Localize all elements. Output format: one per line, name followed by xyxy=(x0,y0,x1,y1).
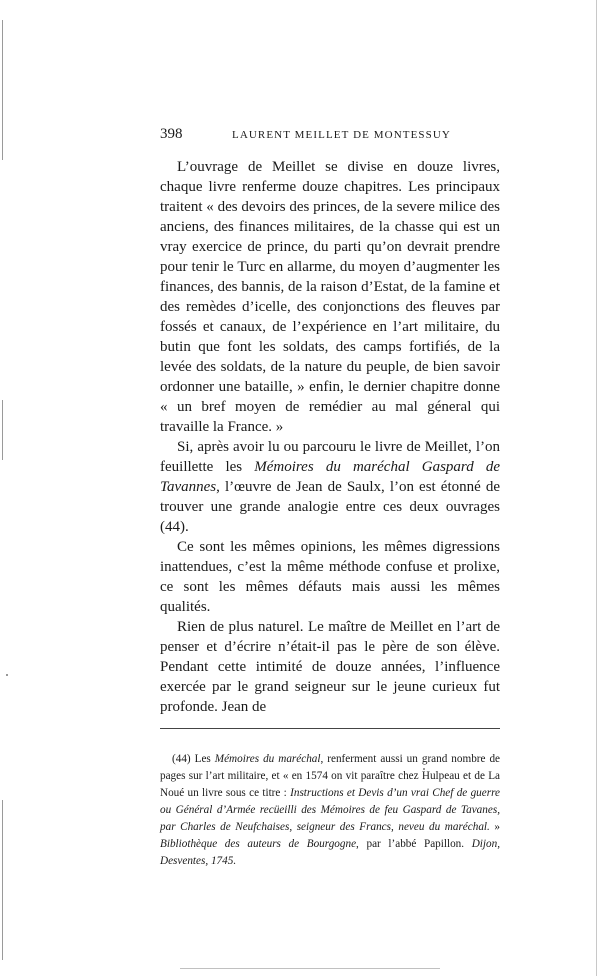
scan-edge-line xyxy=(596,0,597,976)
italic-text-run: Instructions et Devis d’un vrai Chef de guerre ou Général d’Armée recüeilli des Mémoires de feu Gaspard de Tavanes, par Charles de Neufchaises, seigneur des Francs, neveu du maréchal. xyxy=(160,787,500,833)
text-run: (44) Les xyxy=(172,753,215,765)
text-run: » xyxy=(489,821,500,833)
body-paragraph xyxy=(160,437,500,537)
page-number: 398 xyxy=(160,126,183,142)
text-run: Rien de plus naturel. Le maître de Meillet en l’art de penser et d’écrire n’était-il pas le père de son élève. Pendant cette intimité de douze années, l’influence exercée par le grand seigneur sur le jeune curieux fut profonde. Jean de xyxy=(160,619,500,715)
book-page xyxy=(160,126,500,870)
footnote xyxy=(160,751,500,870)
body-paragraph xyxy=(160,537,500,617)
text-run: , renferment aussi un grand nombre de pages sur l’art militaire, et « en 1574 on vit paraître chez Hulpeau et de La Noué un livre sous ce titre : xyxy=(160,753,501,799)
text-run: , l’œuvre de Jean de Saulx, l’on est étonné de trouver une grande analogie entre ces deux ouvrages (44). xyxy=(160,479,500,535)
running-title: LAURENT MEILLET DE MONTESSUY xyxy=(232,129,451,141)
body-paragraph xyxy=(160,157,500,437)
footnote-rule xyxy=(160,728,500,729)
italic-text-run: Bibliothèque des auteurs de Bourgogne xyxy=(160,838,357,850)
body-text xyxy=(160,157,500,717)
italic-text-run: Mémoires du maréchal Gaspard de Tavannes xyxy=(160,459,500,495)
scan-speck xyxy=(6,674,8,676)
scan-edge-line xyxy=(2,400,3,460)
text-run: , par l’abbé Papillon. xyxy=(356,838,472,850)
scan-edge-line xyxy=(2,20,3,160)
running-header xyxy=(160,126,500,148)
text-run: Si, après avoir lu ou parcouru le livre de Meillet, l’on feuillette les xyxy=(160,439,500,475)
italic-text-run: Dijon, Desventes, 1745. xyxy=(160,838,500,867)
text-run: Ce sont les mêmes opinions, les mêmes digressions inattendues, c’est la même méthode confuse et prolixe, ce sont les mêmes défauts mais aussi les mêmes qualités. xyxy=(160,539,500,615)
text-run: L’ouvrage de Meillet se divise en douze livres, chaque livre renferme douze chapitres. Les principaux traitent « des devoirs des princes, de la severe milice des anciens, des finances militaires, de la chasse qui est un vray exercice de prince, du parti qu’on devrait prendre pour tenir le Turc en allarme, du moyen d’augmenter les finances, des bannis, de la raison d’Estat, de la famine et des remèdes d’icelle, des conjonctions des fleuves par fossés et canaux, de l’expérience en l’art militaire, du butin que font les soldats, des camps fortifiés, de la levée des soldats, de la nature du peuple, de bien savoir ordonner une bataille, » enfin, le dernier chapitre donne « un bref moyen de remédier au mal géneral qui travaille la France. » xyxy=(160,159,500,435)
scan-bottom-line xyxy=(180,968,440,969)
body-paragraph xyxy=(160,617,500,717)
italic-text-run: Mémoires du maréchal xyxy=(214,753,321,765)
footnote-paragraph xyxy=(160,751,500,870)
scan-edge-line xyxy=(2,800,3,960)
